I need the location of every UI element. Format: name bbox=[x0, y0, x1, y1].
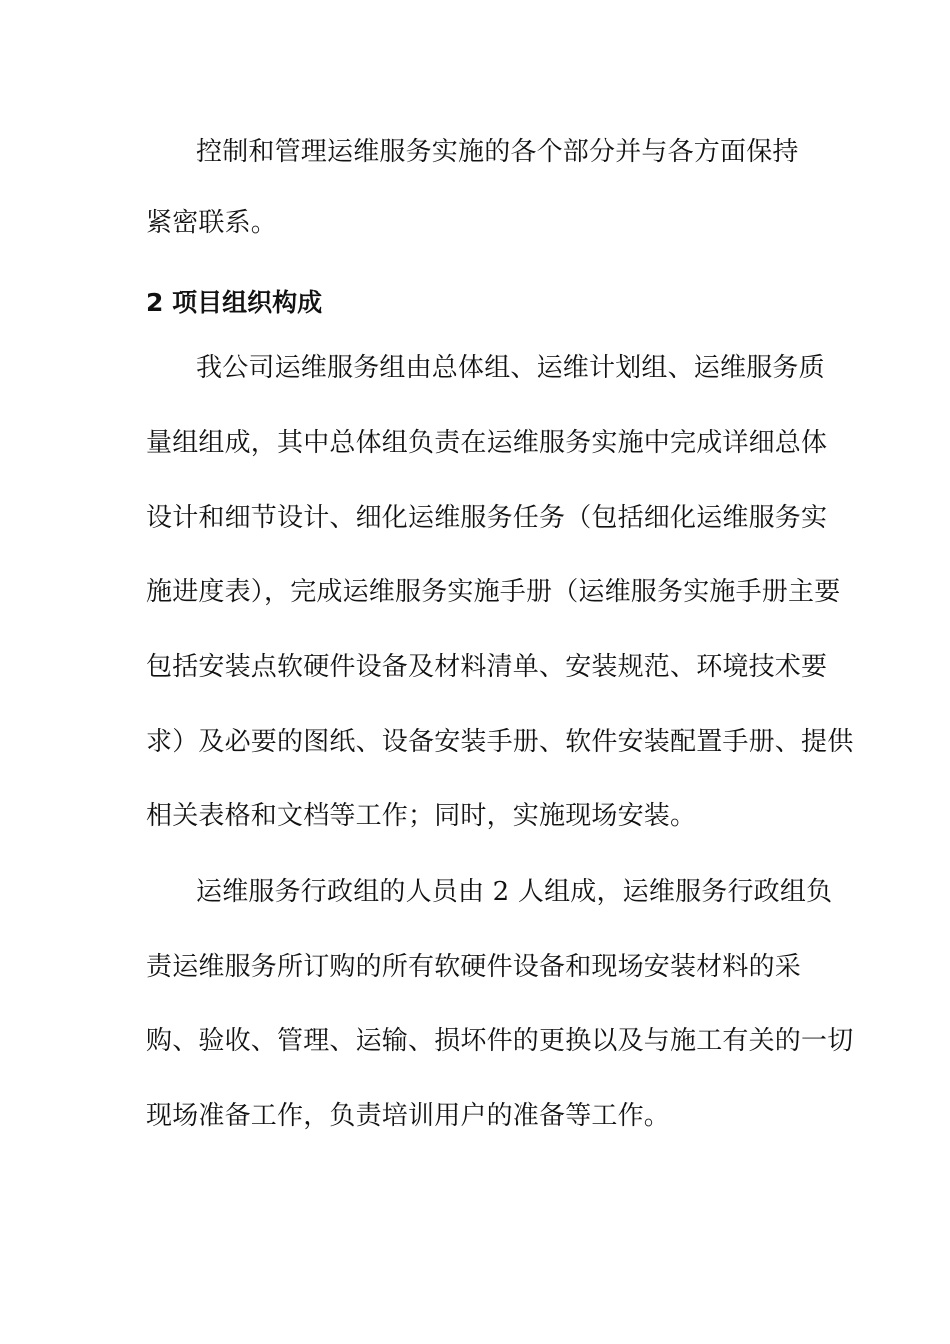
paragraph1-line-4: 施进度表），完成运维服务实施手册（运维服务实施手册主要 bbox=[146, 577, 841, 607]
paragraph1-line-3: 设计和细节设计、细化运维服务任务（包括细化运维服务实 bbox=[146, 503, 828, 533]
paragraph1-line-2: 量组组成，其中总体组负责在运维服务实施中完成详细总体 bbox=[146, 428, 828, 458]
intro-line-2: 紧密联系。 bbox=[146, 208, 278, 238]
paragraph2-line-2: 责运维服务所订购的所有软硬件设备和现场安装材料的采 bbox=[146, 952, 802, 982]
section-heading: 2 项目组织构成 bbox=[146, 288, 323, 317]
paragraph2-line-1: 运维服务行政组的人员由 2 人组成，运维服务行政组负 bbox=[196, 877, 833, 907]
paragraph1-line-1: 我公司运维服务组由总体组、运维计划组、运维服务质 bbox=[196, 353, 825, 383]
intro-line-1: 控制和管理运维服务实施的各个部分并与各方面保持 bbox=[196, 137, 799, 167]
paragraph1-line-6: 求）及必要的图纸、设备安装手册、软件安装配置手册、提供 bbox=[146, 727, 854, 757]
paragraph1-line-7: 相关表格和文档等工作；同时，实施现场安装。 bbox=[146, 801, 697, 831]
paragraph2-line-3: 购、验收、管理、运输、损坏件的更换以及与施工有关的一切 bbox=[146, 1026, 854, 1056]
paragraph2-line-4: 现场准备工作，负责培训用户的准备等工作。 bbox=[146, 1101, 671, 1131]
paragraph1-line-5: 包括安装点软硬件设备及材料清单、安装规范、环境技术要 bbox=[146, 652, 828, 682]
